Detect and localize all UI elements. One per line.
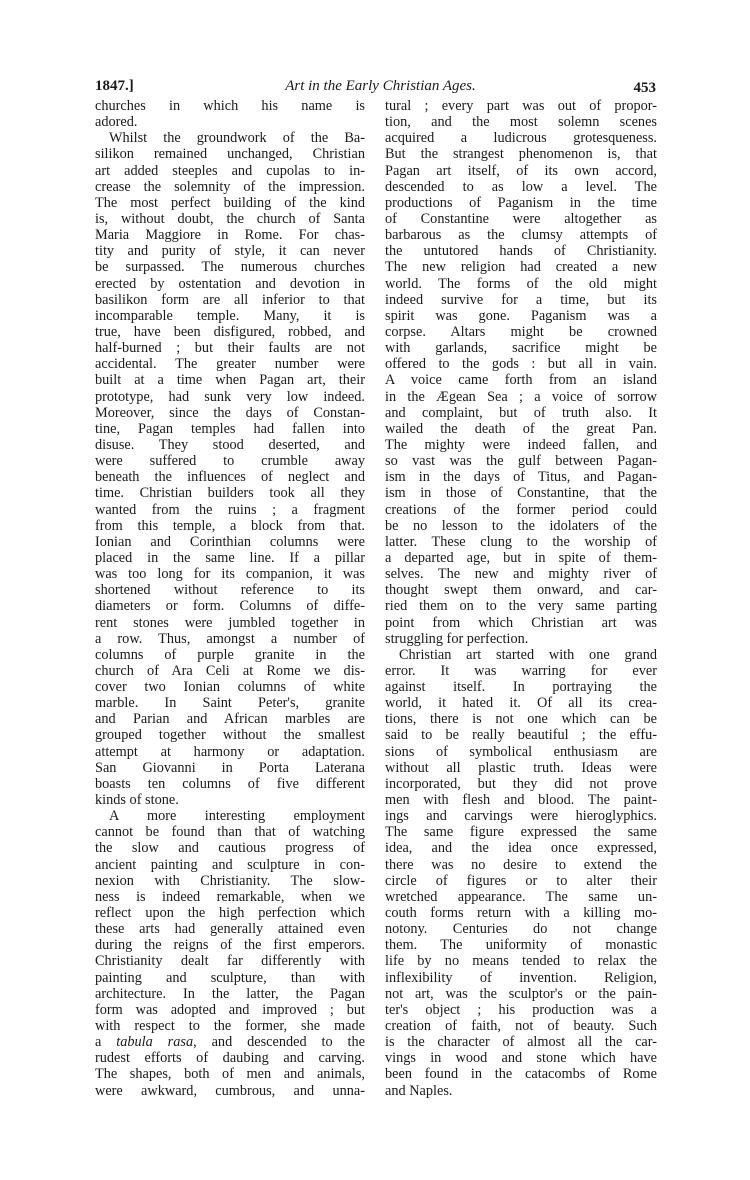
text-line: form was adopted and improved ; but (95, 1001, 365, 1018)
text-line: Christianity dealt far differently with (95, 953, 365, 970)
text-line: Pagan art itself, of its own accord, (385, 162, 657, 179)
text-line: with respect to the former, she made (95, 1018, 365, 1035)
text-line: corpse. Altars might be crowned (385, 323, 657, 340)
text-line: tion, and the most solemn scenes (385, 114, 657, 131)
text-line: a departed age, but in spite of them- (385, 549, 657, 566)
italic-phrase: tabula rasa (116, 1034, 194, 1051)
text-line: reflect upon the high perfection which (95, 905, 365, 922)
text-line: with garlands, sacrifice might be (385, 340, 657, 357)
text-line: basilikon form are all inferior to that (95, 291, 365, 308)
text-line: ness is indeed remarkable, when we (95, 888, 365, 905)
text-line: selves. The new and mighty river of (385, 566, 657, 583)
text-line: these arts had generally attained even (95, 921, 365, 938)
text-line: erected by ostentation and devotion in (95, 275, 365, 292)
text-line: ter's object ; his production was a (385, 1001, 657, 1018)
text-line: marble. In Saint Peter's, granite (95, 695, 365, 712)
text-line: productions of Paganism in the time (385, 194, 657, 211)
running-head (95, 76, 658, 96)
text-line: disuse. They stood deserted, and (95, 436, 365, 453)
text-line: is, without doubt, the church of Santa (95, 210, 365, 227)
text-line: But the strangest phenomenon is, that (385, 146, 657, 163)
text-line: vings in wood and stone which have (385, 1050, 657, 1067)
text-line: The new religion had created a new (385, 259, 657, 276)
text-line: men with flesh and blood. The paint- (385, 792, 657, 809)
text-line: The mighty were indeed fallen, and (385, 436, 657, 453)
text-line: indeed survive for a time, but its (385, 291, 657, 308)
text-line: creations of the former period could (385, 501, 657, 518)
text-line: ancient painting and sculpture in con- (95, 856, 365, 873)
text-line: inflexibility of invention. Religion, (385, 969, 657, 986)
text-line: error. It was warring for ever (385, 662, 657, 679)
text-line: The shapes, both of men and animals, (95, 1066, 365, 1083)
text-line: rudest efforts of daubing and carving. (95, 1050, 365, 1067)
text-line: shortened without reference to its (95, 582, 365, 599)
text-line: Christian art started with one grand (399, 646, 657, 663)
text-line: in the Ægean Sea ; a voice of sorrow (385, 388, 657, 405)
text-line: world, it hated it. Of all its crea- (385, 695, 657, 712)
text-line: nexion with Christianity. The slow- (95, 872, 365, 889)
text-line: time. Christian builders took all they (95, 485, 365, 502)
text-line: descended to as low a level. The (385, 178, 657, 195)
text-line: from this temple, a block from that. (95, 517, 365, 534)
text-line: Whilst the groundwork of the Ba- (109, 130, 365, 147)
text-line: grouped together without the smallest (95, 727, 365, 744)
text-line: attempt at harmony or adaptation. (95, 743, 365, 760)
text-line: so vast was the gulf between Pagan- (385, 453, 657, 470)
text-line: circle of figures or to alter their (385, 872, 657, 889)
text-line: adored. (95, 114, 138, 131)
text-line: silikon remained unchanged, Christian (95, 146, 365, 163)
text-line: acquired a ludicrous grotesqueness. (385, 130, 657, 147)
text-line: latter. These clung to the worship of (385, 533, 657, 550)
text-line: painting and sculpture, than with (95, 969, 365, 986)
running-head-year: 1847.] (95, 78, 134, 94)
text-line: boasts ten columns of five different (95, 775, 365, 792)
text-line: wailed the death of the great Pan. (385, 420, 657, 437)
text-line: be no lesson to the idolaters of the (385, 517, 657, 534)
text-line: A voice came forth from an island (385, 372, 657, 389)
text-line: Ionian and Corinthian columns were (95, 533, 365, 550)
text-line: churches in which his name is (95, 98, 365, 114)
text-line: and Parian and African marbles are (95, 711, 365, 728)
text-line: Maria Maggiore in Rome. For chas- (95, 227, 365, 244)
text-line: ism in the days of Titus, and Pagan- (385, 469, 657, 486)
text-line: were suffered to crumble away (95, 453, 365, 470)
text-line: art added steeples and cupolas to in- (95, 162, 365, 179)
text-column-left (95, 98, 365, 1099)
text-line: true, have been disfigured, robbed, and (95, 323, 365, 340)
text-line: ings and carvings were hieroglyphics. (385, 808, 657, 825)
text-line: there was no desire to extend the (385, 856, 657, 873)
text-line: tions, there is not one which can be (385, 711, 657, 728)
book-page (95, 76, 658, 1099)
text-line: accidental. The greater number were (95, 356, 365, 373)
text-line: spirit was gone. Paganism was a (385, 307, 657, 324)
text-line: life by no means tended to relax the (385, 953, 657, 970)
text-line: The same figure expressed the same (385, 824, 657, 841)
text-line: of Constantine were altogether as (385, 210, 657, 227)
text-line: were awkward, cumbrous, and unna- (95, 1082, 365, 1099)
text-line: incorporated, but they did not prove (385, 775, 657, 792)
text-line: Moreover, since the days of Constan- (95, 404, 365, 421)
text-line: thought swept them onward, and car- (385, 582, 657, 599)
text-line: been found in the catacombs of Rome (385, 1066, 657, 1083)
text-line: idea, and the idea once expressed, (385, 840, 657, 857)
text-line: tity and purity of style, it can never (95, 243, 365, 260)
text-line: couth forms return with a killing mo- (385, 905, 657, 922)
page-number: 453 (633, 80, 656, 96)
text-line: and complaint, but of truth also. It (385, 404, 657, 421)
text-line: beneath the influences of neglect and (95, 469, 365, 486)
text-line: offered to the gods : but all in vain. (385, 356, 657, 373)
text-line: crease the solemnity of the impression. (95, 178, 365, 195)
text-line: incomparable temple. Many, it is (95, 307, 365, 324)
running-head-title: Art in the Early Christian Ages. (285, 78, 476, 94)
text-line: world. The forms of the old might (385, 275, 657, 292)
text-line: is the character of almost all the car- (385, 1034, 657, 1051)
text-line: struggling for perfection. (385, 630, 529, 647)
text-line: a row. Thus, amongst a number of (95, 630, 365, 647)
text-line: columns of purple granite in the (95, 646, 365, 663)
text-run: a (95, 1034, 117, 1051)
text-line: barbarous as the clumsy attempts of (385, 227, 657, 244)
text-line: not art, was the sculptor's or the pain- (385, 985, 657, 1002)
text-run: , and descended to the (193, 1034, 366, 1051)
text-line: rent stones were jumbled together in (95, 614, 365, 631)
text-line: cannot be found than that of watching (95, 824, 365, 841)
text-line: architecture. In the latter, the Pagan (95, 985, 365, 1002)
text-line: against itself. In portraying the (385, 679, 657, 696)
text-line: placed in the same line. If a pillar (95, 549, 365, 566)
text-line: tine, Pagan temples had fallen into (95, 420, 365, 437)
text-line: ism in those of Constantine, that the (385, 485, 657, 502)
text-line: ried them on to the very same parting (385, 598, 657, 615)
text-line: them. The uniformity of monastic (385, 937, 657, 954)
text-line (95, 1034, 365, 1050)
text-line: the untutored hands of Christianity. (385, 243, 657, 260)
text-line: during the reigns of the first emperors. (95, 937, 365, 954)
text-line: A more interesting employment (109, 808, 365, 825)
text-line: half-burned ; but their faults are not (95, 340, 365, 357)
text-column-right (385, 98, 657, 1099)
text-line: the slow and cautious progress of (95, 840, 365, 857)
text-line: diameters or form. Columns of diffe- (95, 598, 365, 615)
text-line: without all plastic truth. Ideas were (385, 759, 657, 776)
text-line: The most perfect building of the kind (95, 194, 365, 211)
text-line: prototype, had sunk very low indeed. (95, 388, 365, 405)
text-line: be surpassed. The numerous churches (95, 259, 365, 276)
text-line: church of Ara Celi at Rome we dis- (95, 662, 365, 679)
text-line: San Giovanni in Porta Laterana (95, 759, 365, 776)
text-line: notony. Centuries do not change (385, 921, 657, 938)
text-line: tural ; every part was out of propor- (385, 98, 657, 114)
text-line: cover two Ionian columns of white (95, 679, 365, 696)
text-line: wanted from the ruins ; a fragment (95, 501, 365, 518)
text-line: creation of faith, not of beauty. Such (385, 1018, 657, 1035)
text-line: point from which Christian art was (385, 614, 657, 631)
text-line: was too long for its companion, it was (95, 566, 365, 583)
text-line: and Naples. (385, 1082, 453, 1099)
text-line: built at a time when Pagan art, their (95, 372, 365, 389)
text-line: kinds of stone. (95, 792, 179, 809)
text-line: said to be really beautiful ; the effu- (385, 727, 657, 744)
text-line: sions of symbolical enthusiasm are (385, 743, 657, 760)
text-line: wretched appearance. The same un- (385, 888, 657, 905)
